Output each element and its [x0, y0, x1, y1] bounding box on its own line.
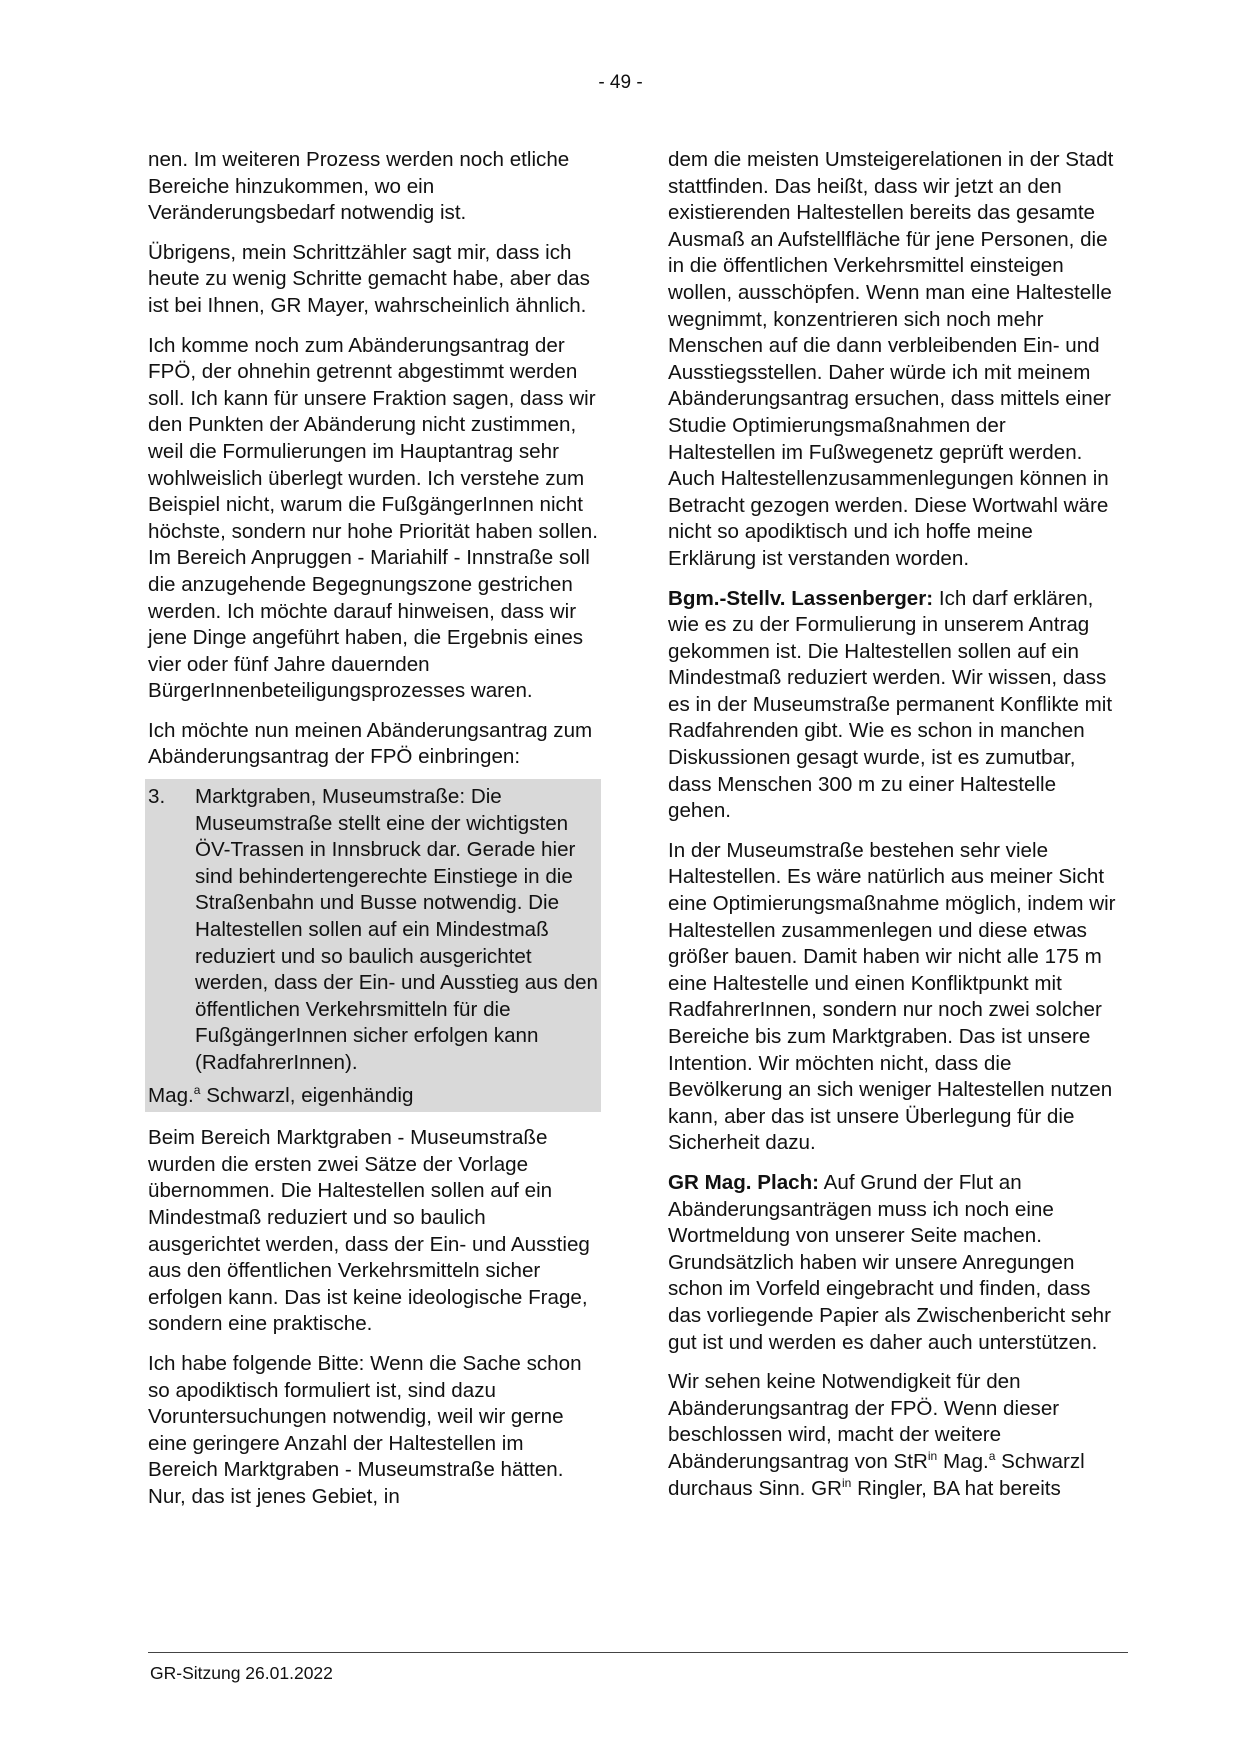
superscript: in	[927, 1448, 938, 1463]
superscript: a	[193, 1082, 201, 1097]
right-column	[668, 147, 1118, 1515]
left-column	[148, 147, 598, 1524]
paragraph: Beim Bereich Marktgraben - Museumstraße wurden die ersten zwei Sätze der Vorlage übernommen. Die Haltestellen sollen auf ein Mindestmaß reduziert und so baulich ausgerichtet werden, dass der Ein- und Ausstieg aus den öffentlichen Verkehrsmitteln sicher erfolgen kann. Das ist keine ideologische Frage, sondern eine praktische.	[148, 1126, 590, 1336]
signature-name: Schwarzl, eigenhändig	[200, 1083, 414, 1107]
paragraph: Übrigens, mein Schrittzähler sagt mir, dass ich heute zu wenig Schritte gemacht habe, aber das ist bei Ihnen, GR Mayer, wahrscheinlich ähnlich.	[148, 240, 590, 317]
speech-text: Auf Grund der Flut an Abänderungsanträgen muss ich noch eine Wortmeldung von unserer Seite machen. Grundsätzlich haben wir unsere Anregungen schon im Vorfeld eingebracht und finden, dass das vorliegende Papier als Zwischenbericht sehr gut ist und werden es daher auch unterstützen.	[668, 1170, 1111, 1354]
speech-paragraph	[668, 586, 1118, 825]
amendment-box	[145, 779, 601, 1112]
paragraph: Ich komme noch zum Abänderungsantrag der FPÖ, der ohnehin getrennt abgestimmt werden soll. Ich kann für unsere Fraktion sagen, dass wir den Punkten der Abänderung nicht zustimmen, weil die Formulierungen im Hauptantrag sehr wohlweislich überlegt wurden. Ich verstehe zum Beispiel nicht, warum die FußgängerInnen nicht höchste, sondern nur hohe Priorität haben sollen. Im Bereich Anpruggen - Mariahilf - Innstraße soll die anzugehende Begegnungszone gestrichen werden. Ich möchte darauf hinweisen, dass wir jene Dinge angeführt haben, die Ergebnis eines vier oder fünf Jahre dauernden BürgerInnenbeteiligungsprozesses waren.	[148, 333, 598, 703]
page-number: - 49 -	[598, 72, 643, 93]
paragraph: Ich habe folgende Bitte: Wenn die Sache schon so apodiktisch formuliert ist, sind dazu Voruntersuchungen notwendig, weil wir gerne eine geringere Anzahl der Haltestellen im Bereich Marktgraben - Museumstraße hätten. Nur, das ist jenes Gebiet, in	[148, 1351, 582, 1508]
footer-text: GR-Sitzung 26.01.2022	[150, 1663, 333, 1683]
speech-paragraph	[668, 1170, 1118, 1356]
text-segment: Schwarzl durchaus Sinn. GR	[668, 1449, 1085, 1500]
text-segment: Mag.	[937, 1449, 989, 1473]
text-segment: Ringler, BA hat bereits	[851, 1476, 1061, 1500]
paragraph: nen. Im weiteren Prozess werden noch etliche Bereiche hinzukommen, wo ein Veränderungsbedarf notwendig ist.	[148, 148, 570, 225]
speaker-name: GR Mag. Plach:	[668, 1170, 820, 1194]
text-segment: Wir sehen keine Notwendigkeit für den Abänderungsantrag der FPÖ. Wenn dieser beschlossen wird, macht der weitere Abänderungsantrag von StR	[668, 1370, 1060, 1473]
amendment-number: 3.	[148, 785, 166, 809]
paragraph: In der Museumstraße bestehen sehr viele Haltestellen. Es wäre natürlich aus meiner Sicht eine Optimierungsmaßnahme möglich, indem wir Haltestellen zusammenlegen und diese etwas größer bauen. Damit haben wir nicht alle 175 m eine Haltestelle und einen Konfliktpunkt mit RadfahrerInnen, sondern nur noch zwei solcher Bereiche bis zum Marktgraben. Das ist unsere Intention. Wir möchten nicht, dass die Bevölkerung an sich weniger Haltestellen nutzen kann, aber das ist unsere Überlegung für die Sicherheit dazu.	[668, 838, 1116, 1155]
signature-title: Mag.	[148, 1083, 194, 1107]
footer-divider	[148, 1652, 1128, 1653]
paragraph: Ich möchte nun meinen Abänderungsantrag zum Abänderungsantrag der FPÖ einbringen:	[148, 718, 593, 769]
amendment-text: Marktgraben, Museumstraße: Die Museumstraße stellt eine der wichtigsten ÖV-Trassen in Innsbruck dar. Gerade hier sind behindertengerechte Einstiege in die Straßenbahn und Busse notwendig. Die Haltestellen sollen auf ein Mindestmaß reduziert und so baulich ausgerichtet werden, dass der Ein- und Ausstieg aus den öffentlichen Verkehrsmitteln für die FußgängerInnen sicher erfolgen kann (RadfahrerInnen).	[195, 785, 598, 1074]
speaker-name: Bgm.-Stellv. Lassenberger:	[668, 586, 934, 610]
paragraph: dem die meisten Umsteigerelationen in der Stadt stattfinden. Das heißt, dass wir jetzt an den existierenden Haltestellen bereits das gesamte Ausmaß an Aufstellfläche für jene Personen, die in die öffentlichen Verkehrsmittel einsteigen wollen, ausschöpfen. Wenn man eine Haltestelle wegnimmt, konzentrieren sich noch mehr Menschen auf die dann verbleibenden Ein- und Ausstiegsstellen. Daher würde ich mit meinem Abänderungsantrag ersuchen, dass mittels einer Studie Optimierungsmaßnahmen der Haltestellen im Fußwegenetz geprüft werden. Auch Haltestellenzusammenlegungen können in Betracht gezogen werden. Diese Wortwahl wäre nicht so apodiktisch und ich hoffe meine Erklärung ist verstanden worden.	[668, 148, 1114, 570]
amendment-item	[148, 784, 598, 1077]
amendment-signature	[148, 1083, 598, 1110]
superscript: a	[988, 1448, 996, 1463]
superscript: in	[842, 1475, 852, 1490]
paragraph	[668, 1369, 1118, 1502]
speech-text: Ich darf erklären, wie es zu der Formulierung in unserem Antrag gekommen ist. Die Haltestellen sollen auf ein Mindestmaß reduziert werden. Wir wissen, dass es in der Museumstraße permanent Konflikte mit Radfahrenden gibt. Wie es schon in manchen Diskussionen gesagt wurde, ist es zumutbar, dass Menschen 300 m zu einer Haltestelle gehen.	[668, 586, 1113, 823]
